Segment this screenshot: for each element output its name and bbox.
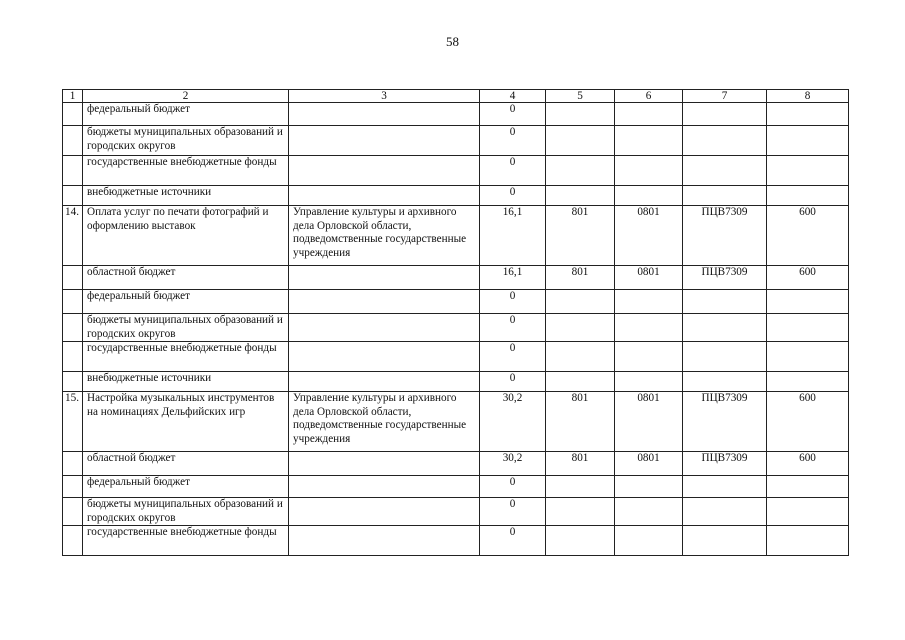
code-5-cell [546, 476, 615, 498]
executor-cell [289, 498, 480, 526]
amount-cell: 0 [480, 290, 546, 314]
code-6-cell [615, 372, 683, 392]
item-name-cell: Оплата услуг по печати фотографий и оформлению выставок [83, 206, 289, 266]
row-number-cell [63, 266, 83, 290]
code-8-cell [767, 314, 849, 342]
code-8-cell [767, 372, 849, 392]
code-8-cell [767, 498, 849, 526]
executor-cell [289, 372, 480, 392]
item-name-cell: бюджеты муниципальных образований и городских округов [83, 126, 289, 156]
executor-cell [289, 476, 480, 498]
header-cell-7: 7 [683, 90, 767, 103]
code-8-cell [767, 476, 849, 498]
table-row [63, 156, 849, 186]
amount-cell: 0 [480, 103, 546, 126]
table-row [63, 372, 849, 392]
executor-cell: Управление культуры и архивного дела Орловской области, подведомственные государственные учреждения [289, 206, 480, 266]
item-name-cell: государственные внебюджетные фонды [83, 526, 289, 556]
item-name-cell: внебюджетные источники [83, 372, 289, 392]
code-5-cell: 801 [546, 206, 615, 266]
code-7-cell: ПЦВ7309 [683, 392, 767, 452]
item-name-cell: федеральный бюджет [83, 476, 289, 498]
row-number-cell [63, 314, 83, 342]
row-number-cell [63, 103, 83, 126]
code-6-cell [615, 186, 683, 206]
amount-cell: 30,2 [480, 452, 546, 476]
code-5-cell: 801 [546, 452, 615, 476]
code-5-cell [546, 126, 615, 156]
executor-cell [289, 290, 480, 314]
table-header-row [63, 90, 849, 103]
item-name-cell: бюджеты муниципальных образований и городских округов [83, 498, 289, 526]
code-8-cell [767, 290, 849, 314]
table-row [63, 314, 849, 342]
item-name-cell: государственные внебюджетные фонды [83, 342, 289, 372]
code-8-cell: 600 [767, 452, 849, 476]
row-number-cell [63, 126, 83, 156]
code-5-cell [546, 342, 615, 372]
header-cell-4: 4 [480, 90, 546, 103]
amount-cell: 0 [480, 526, 546, 556]
amount-cell: 0 [480, 314, 546, 342]
item-name-cell: бюджеты муниципальных образований и городских округов [83, 314, 289, 342]
table-row [63, 266, 849, 290]
table-row [63, 103, 849, 126]
item-name-cell: федеральный бюджет [83, 290, 289, 314]
executor-cell [289, 526, 480, 556]
item-name-cell: федеральный бюджет [83, 103, 289, 126]
header-cell-8: 8 [767, 90, 849, 103]
executor-cell [289, 186, 480, 206]
code-6-cell [615, 498, 683, 526]
code-7-cell [683, 156, 767, 186]
executor-cell [289, 156, 480, 186]
code-6-cell [615, 476, 683, 498]
amount-cell: 0 [480, 126, 546, 156]
amount-cell: 0 [480, 342, 546, 372]
amount-cell: 0 [480, 476, 546, 498]
code-5-cell [546, 372, 615, 392]
amount-cell: 0 [480, 372, 546, 392]
header-cell-6: 6 [615, 90, 683, 103]
executor-cell [289, 103, 480, 126]
code-5-cell [546, 526, 615, 556]
table-row [63, 186, 849, 206]
table-row [63, 392, 849, 452]
code-6-cell [615, 126, 683, 156]
code-7-cell: ПЦВ7309 [683, 266, 767, 290]
row-number-cell [63, 452, 83, 476]
code-5-cell [546, 186, 615, 206]
table-row [63, 526, 849, 556]
page-number: 58 [446, 34, 459, 49]
executor-cell [289, 314, 480, 342]
header-cell-2: 2 [83, 90, 289, 103]
row-number-cell [63, 290, 83, 314]
code-7-cell: ПЦВ7309 [683, 452, 767, 476]
row-number-cell [63, 186, 83, 206]
table-row [63, 476, 849, 498]
code-5-cell: 801 [546, 392, 615, 452]
code-7-cell [683, 126, 767, 156]
header-cell-3: 3 [289, 90, 480, 103]
code-7-cell: ПЦВ7309 [683, 206, 767, 266]
code-8-cell [767, 126, 849, 156]
table-row [63, 206, 849, 266]
code-6-cell [615, 103, 683, 126]
code-7-cell [683, 526, 767, 556]
row-number-cell [63, 156, 83, 186]
item-name-cell: внебюджетные источники [83, 186, 289, 206]
code-8-cell: 600 [767, 206, 849, 266]
executor-cell [289, 266, 480, 290]
code-8-cell [767, 103, 849, 126]
amount-cell: 16,1 [480, 266, 546, 290]
item-name-cell: государственные внебюджетные фонды [83, 156, 289, 186]
executor-cell [289, 452, 480, 476]
code-8-cell [767, 342, 849, 372]
code-6-cell: 0801 [615, 392, 683, 452]
item-name-cell: Настройка музыкальных инструментов на номинациях Дельфийских игр [83, 392, 289, 452]
code-8-cell: 600 [767, 392, 849, 452]
code-6-cell: 0801 [615, 206, 683, 266]
code-5-cell [546, 103, 615, 126]
code-6-cell [615, 290, 683, 314]
code-5-cell [546, 156, 615, 186]
code-6-cell [615, 342, 683, 372]
row-number-cell [63, 342, 83, 372]
amount-cell: 0 [480, 156, 546, 186]
code-5-cell [546, 290, 615, 314]
code-8-cell [767, 526, 849, 556]
executor-cell [289, 126, 480, 156]
table-row [63, 126, 849, 156]
code-5-cell: 801 [546, 266, 615, 290]
code-6-cell [615, 156, 683, 186]
header-cell-5: 5 [546, 90, 615, 103]
item-name-cell: областной бюджет [83, 266, 289, 290]
code-7-cell [683, 314, 767, 342]
executor-cell [289, 342, 480, 372]
code-8-cell [767, 186, 849, 206]
code-7-cell [683, 290, 767, 314]
code-7-cell [683, 186, 767, 206]
code-7-cell [683, 342, 767, 372]
row-number-cell [63, 476, 83, 498]
amount-cell: 0 [480, 498, 546, 526]
table-body [63, 103, 849, 556]
item-name-cell: областной бюджет [83, 452, 289, 476]
code-8-cell [767, 156, 849, 186]
table-row [63, 452, 849, 476]
row-number-cell [63, 498, 83, 526]
row-number-cell: 15. [63, 392, 83, 452]
amount-cell: 16,1 [480, 206, 546, 266]
amount-cell: 0 [480, 186, 546, 206]
table-row [63, 498, 849, 526]
executor-cell: Управление культуры и архивного дела Орловской области, подведомственные государственные учреждения [289, 392, 480, 452]
code-5-cell [546, 314, 615, 342]
amount-cell: 30,2 [480, 392, 546, 452]
code-7-cell [683, 103, 767, 126]
row-number-cell [63, 526, 83, 556]
row-number-cell [63, 372, 83, 392]
code-7-cell [683, 476, 767, 498]
header-cell-1: 1 [63, 90, 83, 103]
code-7-cell [683, 372, 767, 392]
code-6-cell [615, 526, 683, 556]
code-5-cell [546, 498, 615, 526]
row-number-cell: 14. [63, 206, 83, 266]
table-row [63, 290, 849, 314]
code-8-cell: 600 [767, 266, 849, 290]
table-row [63, 342, 849, 372]
budget-table [62, 89, 849, 556]
code-6-cell: 0801 [615, 266, 683, 290]
code-6-cell [615, 314, 683, 342]
code-7-cell [683, 498, 767, 526]
code-6-cell: 0801 [615, 452, 683, 476]
